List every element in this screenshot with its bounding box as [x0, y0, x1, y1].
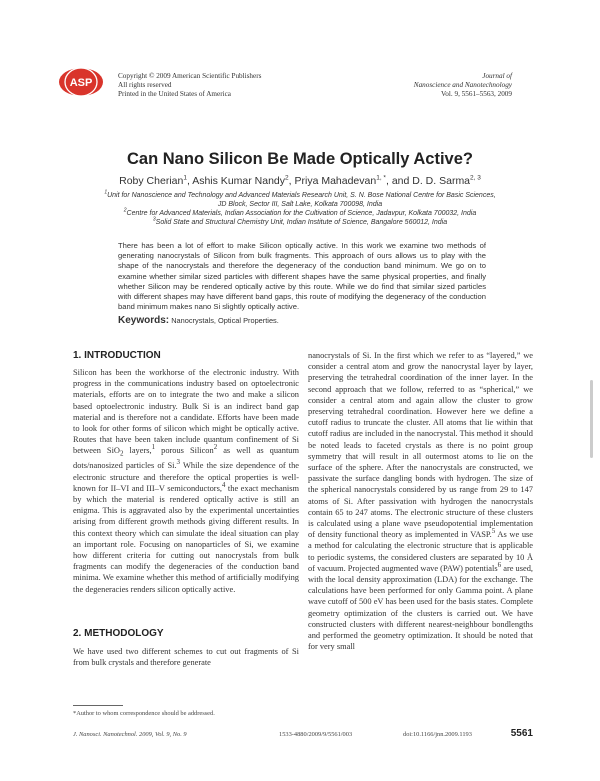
intro-text: layers, — [123, 446, 152, 456]
author-name: Ashis Kumar Nandy — [192, 175, 286, 187]
keywords-label: Keywords: — [118, 315, 170, 326]
copyright-block — [118, 72, 261, 99]
affiliation-line: Centre for Advanced Materials, Indian Association for the Cultivation of Science, Jadavpur, Kolkata 700032, India — [126, 210, 477, 217]
intro-text: While the size dependence of the electronic structure and therefore the optical properties is well-known for II–VI and III–V semiconductors, — [73, 461, 300, 493]
intro-text: porous Silicon — [155, 446, 214, 456]
journal-volume: Vol. 9, 5561–5563, 2009 — [441, 90, 512, 98]
author-sup: 2 — [285, 174, 289, 182]
scrollbar[interactable] — [590, 380, 593, 458]
affiliation-line: JD Block, Sector III, Salt Lake, Kolkata 700098, India — [217, 201, 383, 208]
affiliations — [60, 191, 540, 227]
citation-ref: 6 — [497, 561, 502, 570]
affiliation — [60, 209, 540, 218]
affiliation — [60, 218, 540, 227]
affiliation-sup: 3 — [152, 216, 156, 223]
page-number: 5561 — [510, 728, 533, 739]
journal-name-line: Journal of — [482, 72, 512, 80]
author-connector: and — [391, 175, 410, 187]
author-sup: 1, * — [376, 174, 386, 182]
citation-ref: 1 — [151, 443, 156, 452]
paper-title: Can Nano Silicon Be Made Optically Active? — [127, 150, 473, 168]
keywords-value: Nanocrystals, Optical Properties. — [171, 316, 279, 325]
footnote-rule — [73, 705, 123, 706]
asp-logo — [58, 67, 104, 97]
citation-ref: 3 — [176, 458, 181, 467]
method-text: nanocrystals of Si. In the first which we refer to as “layered,” we consider a central atom and grow the nanocrystal layer by layer, preserving the tetrahedral coordination of the inner layer. In the second approach that we follow, referred to as “spherical,” we consider a central atom and again allow the cluster to grow preserving tetrahedral coordination. However here we define a cutoff radius to truncate the cluster. All atoms that lie within that cutoff radius are included in the nanocrystal. This method it should be noted leads to faceted crystals as there is no point group symmetry that will result in all outermost atoms to lie on the surface of the sphere. After the nanocrystals are constructed, we passivate the surface dangling bonds with hydrogen. The size of the spherical nanocrystals considered by us range from 29 to 147 atoms of Si. After passivation with hydrogen the nanocrystals contain 65 to 247 atoms. The electronic structure of these clusters is calculated using a plane wave pseudopotential implementation of density functional theory as implemented in VASP. — [308, 351, 533, 540]
author-name: Roby Cherian — [119, 175, 184, 187]
page-footer — [73, 728, 533, 739]
method-text: are used, with the local density approximation (LDA) for the exchange. The calculations have been performed for only Gamma point. A plane wave cutoff of 500 eV has been used for the basis states. Complete geometry optimization of the clusters is carried out. We have constructed clusters with different nearest-neighbour bondlengths and performed the geometry optimization. It should be noted that for very small — [308, 563, 534, 652]
method-text: As we use a method for calculating the electronic structure that is applicable to periodic systems, the considered clusters are separated by 10 Å of vacuum. Projected augmented wave (PAW) potentials — [308, 530, 534, 573]
intro-text: as well as quantum dots/nanosized particles of Si. — [73, 446, 299, 471]
citation-ref: 5 — [491, 527, 496, 536]
methodology-heading: 2. METHODOLOGY — [73, 628, 164, 639]
author-name: D. D. Sarma — [412, 175, 471, 187]
copyright-line: All rights reserved — [118, 81, 172, 89]
intro-heading: 1. INTRODUCTION — [73, 350, 161, 361]
intro-text: the exact mechanism by which the material is rendered optically active is still an enigma. This is aggravated also by the experimental uncertainties arising from different growth methods giving different results. In this context theory which can simulate the ideal situation can play an important role. Focusing on nanoparticles of Si, we examine how different criteria for cutting out nanocrystals from bulk fragments can modify the degeneracies of the conduction band minima. We examine whether this method of artificially modifying the degeneracies renders silicon optically active. — [73, 483, 299, 594]
subscript: 2 — [119, 450, 124, 459]
journal-info — [414, 72, 512, 99]
footnote: *Author to whom correspondence should be addressed. — [73, 710, 215, 717]
affiliation-line: Solid State and Structural Chemistry Unit, Indian Institute of Science, Bangalore 560012, India — [155, 219, 448, 226]
intro-paragraph — [73, 367, 299, 595]
journal-name-line: Nanoscience and Nanotechnology — [413, 81, 512, 89]
footer-issn: 1533-4880/2009/9/5561/003 — [279, 731, 353, 738]
affiliation-sup: 1 — [104, 189, 108, 196]
footer-citation: J. Nanosci. Nanotechnol. 2009, Vol. 9, No. 9 — [73, 731, 187, 738]
methodology-paragraph-continued — [308, 350, 533, 652]
intro-text: Silicon has been the workhorse of the electronic industry. With progress in the communications industry based on optoelectronic materials, efforts are on to integrate the two and make a silicon based optoelectronic industry. Bulk Si is an indirect band gap material and is therefore not a candidate. Efforts have been made to look for other forms of silicon which might be optically active. Routes that have been taken include quantum confinement of Si between SiO — [73, 368, 299, 456]
author-name: Priya Mahadevan — [294, 175, 377, 187]
affiliation-line: Unit for Nanoscience and Technology and Advanced Materials Research Unit, S. N. Bose National Centre for Basic Sciences, — [107, 192, 496, 199]
keywords — [118, 315, 498, 326]
methodology-paragraph: We have used two different schemes to cut out fragments of Si from bulk crystals and therefore generate — [73, 647, 299, 668]
logo-text: ASP — [69, 77, 93, 89]
affiliation — [60, 191, 540, 200]
author-list: Roby Cherian$^1$, Ashis Kumar Nandy$^2$, Priya Mahadevan$^{1, *}$, and D. D. Sarma$^{2, 3}$ — [119, 174, 481, 187]
citation-ref: 4 — [221, 480, 226, 489]
copyright-line: Printed in the United States of America — [118, 90, 231, 98]
affiliation-sup: 2 — [123, 207, 127, 214]
citation-ref: 2 — [213, 443, 218, 452]
author-sup: 1 — [183, 174, 187, 182]
abstract: There has been a lot of effort to make Silicon optically active. In this work we examine two methods of generating nanocrystals of Silicon from bulk fragments. This approach of ours allows us to play with the shape of the nanocrystals and therefore the degeneracy of the conduction band minimum. We go on to examine whether similar sized particles with different shapes have the same physical properties, and finally whether Silicon may be rendered optically active by this route. While we do find that similar sized particles with different shapes may have different band gaps, this route of modifying the degeneracy of the conduction band minimum makes nano Si slightly optically active. — [118, 241, 486, 312]
footer-doi: doi:10.1166/jnn.2009.1193 — [403, 731, 472, 738]
author-sup: 2, 3 — [470, 174, 481, 182]
copyright-line: Copyright © 2009 American Scientific Publishers — [118, 72, 262, 80]
